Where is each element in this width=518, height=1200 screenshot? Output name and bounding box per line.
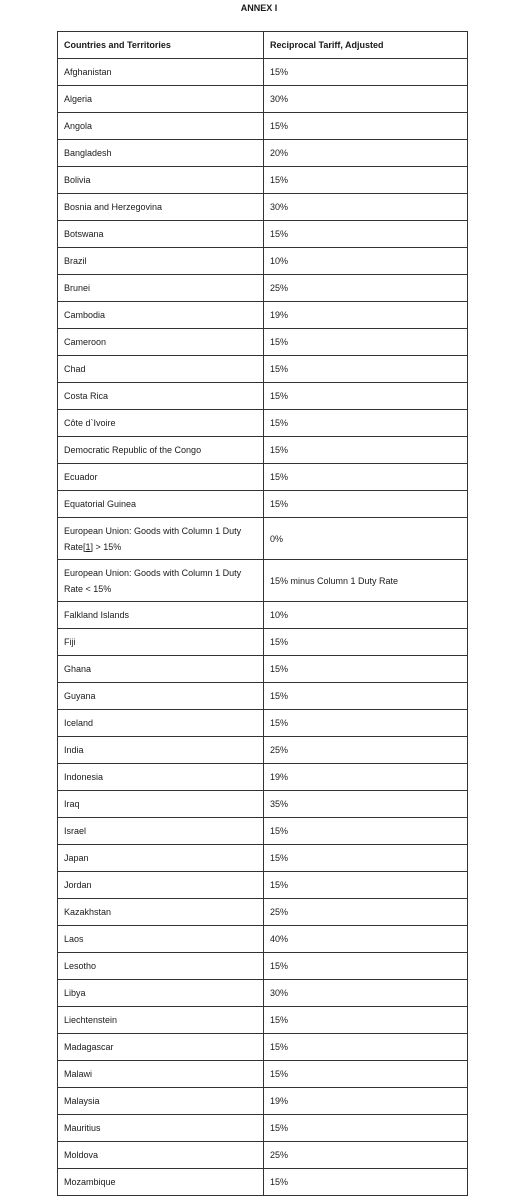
table-row <box>58 899 468 926</box>
tariff-cell: 15% <box>264 872 468 899</box>
table-row <box>58 737 468 764</box>
table-row <box>58 845 468 872</box>
country-cell: Japan <box>58 845 264 872</box>
tariff-cell: 15% <box>264 1061 468 1088</box>
country-cell: Kazakhstan <box>58 899 264 926</box>
table-row <box>58 683 468 710</box>
table-row <box>58 953 468 980</box>
annex-title: ANNEX I <box>240 3 278 13</box>
country-cell: Madagascar <box>58 1034 264 1061</box>
table-row <box>58 791 468 818</box>
country-cell: European Union: Goods with Column 1 Duty Rate < 15% <box>58 560 264 602</box>
table-row <box>58 383 468 410</box>
country-cell: Mauritius <box>58 1115 264 1142</box>
table-row <box>58 464 468 491</box>
table-row <box>58 302 468 329</box>
country-cell: Cambodia <box>58 302 264 329</box>
table-row <box>58 491 468 518</box>
table-row <box>58 1034 468 1061</box>
tariff-cell: 25% <box>264 1142 468 1169</box>
country-cell: Malaysia <box>58 1088 264 1115</box>
tariff-cell: 15% <box>264 329 468 356</box>
tariff-cell: 15% <box>264 1115 468 1142</box>
table-row <box>58 980 468 1007</box>
tariff-cell: 15% <box>264 818 468 845</box>
tariff-cell: 30% <box>264 194 468 221</box>
tariff-cell: 19% <box>264 302 468 329</box>
country-cell: Brunei <box>58 275 264 302</box>
table-row <box>58 1142 468 1169</box>
tariff-cell: 10% <box>264 248 468 275</box>
country-cell: Malawi <box>58 1061 264 1088</box>
tariff-cell: 15% <box>264 629 468 656</box>
tariff-cell: 15% <box>264 1007 468 1034</box>
country-cell: India <box>58 737 264 764</box>
tariff-cell: 15% <box>264 59 468 86</box>
tariff-cell: 30% <box>264 980 468 1007</box>
country-cell: Ecuador <box>58 464 264 491</box>
tariff-cell: 40% <box>264 926 468 953</box>
country-cell: Bangladesh <box>58 140 264 167</box>
tariff-cell: 25% <box>264 899 468 926</box>
country-cell: Ghana <box>58 656 264 683</box>
country-cell: Fiji <box>58 629 264 656</box>
tariff-cell: 15% <box>264 167 468 194</box>
table-row <box>58 818 468 845</box>
tariff-cell: 25% <box>264 275 468 302</box>
table-row <box>58 167 468 194</box>
table-row <box>58 1169 468 1196</box>
table-row <box>58 410 468 437</box>
table-row <box>58 872 468 899</box>
country-cell: Bosnia and Herzegovina <box>58 194 264 221</box>
table-row <box>58 1007 468 1034</box>
country-cell: Democratic Republic of the Congo <box>58 437 264 464</box>
table-row <box>58 602 468 629</box>
country-cell: Laos <box>58 926 264 953</box>
table-row <box>58 1061 468 1088</box>
table-row <box>58 926 468 953</box>
country-cell: Liechtenstein <box>58 1007 264 1034</box>
tariff-cell: 20% <box>264 140 468 167</box>
country-cell: European Union: Goods with Column 1 Duty Rate[1] > 15% <box>58 518 264 560</box>
country-cell: Bolivia <box>58 167 264 194</box>
table-row <box>58 764 468 791</box>
table-row <box>58 437 468 464</box>
table-row <box>58 221 468 248</box>
tariff-cell: 30% <box>264 86 468 113</box>
country-cell: Iraq <box>58 791 264 818</box>
tariff-table <box>57 31 468 1196</box>
table-row <box>58 1088 468 1115</box>
table-row <box>58 629 468 656</box>
tariff-cell: 15% <box>264 845 468 872</box>
country-cell: Jordan <box>58 872 264 899</box>
tariff-cell: 15% <box>264 953 468 980</box>
tariff-cell: 35% <box>264 791 468 818</box>
table-row <box>58 710 468 737</box>
tariff-cell: 15% <box>264 656 468 683</box>
country-cell: Angola <box>58 113 264 140</box>
table-row <box>58 275 468 302</box>
country-cell: Chad <box>58 356 264 383</box>
country-cell: Libya <box>58 980 264 1007</box>
tariff-cell: 25% <box>264 737 468 764</box>
tariff-cell: 19% <box>264 764 468 791</box>
table-row <box>58 140 468 167</box>
tariff-cell: 15% <box>264 356 468 383</box>
table-row <box>58 656 468 683</box>
table-row <box>58 356 468 383</box>
tariff-cell: 0% <box>264 518 468 560</box>
table-row <box>58 518 468 560</box>
tariff-cell: 15% <box>264 221 468 248</box>
country-cell: Costa Rica <box>58 383 264 410</box>
table-row <box>58 560 468 602</box>
tariff-cell: 15% <box>264 710 468 737</box>
country-cell: Mozambique <box>58 1169 264 1196</box>
country-cell: Falkland Islands <box>58 602 264 629</box>
footnote-link[interactable]: [1] <box>83 541 94 552</box>
country-cell: Algeria <box>58 86 264 113</box>
table-row <box>58 329 468 356</box>
tariff-cell: 15% <box>264 113 468 140</box>
table-row <box>58 248 468 275</box>
country-cell: Cameroon <box>58 329 264 356</box>
country-cell: Lesotho <box>58 953 264 980</box>
country-cell: Moldova <box>58 1142 264 1169</box>
country-cell: Côte d`Ivoire <box>58 410 264 437</box>
country-cell: Botswana <box>58 221 264 248</box>
tariff-cell: 15% <box>264 410 468 437</box>
header-tariff: Reciprocal Tariff, Adjusted <box>264 32 468 59</box>
country-cell: Guyana <box>58 683 264 710</box>
table-header-row <box>58 32 468 59</box>
country-cell: Indonesia <box>58 764 264 791</box>
country-cell: Equatorial Guinea <box>58 491 264 518</box>
tariff-cell: 15% minus Column 1 Duty Rate <box>264 560 468 602</box>
country-cell: Israel <box>58 818 264 845</box>
tariff-cell: 15% <box>264 1169 468 1196</box>
table-row <box>58 59 468 86</box>
country-cell: Iceland <box>58 710 264 737</box>
country-cell: Brazil <box>58 248 264 275</box>
table-body <box>58 59 468 1196</box>
tariff-cell: 15% <box>264 491 468 518</box>
tariff-cell: 15% <box>264 464 468 491</box>
tariff-cell: 15% <box>264 683 468 710</box>
header-countries: Countries and Territories <box>58 32 264 59</box>
table-row <box>58 113 468 140</box>
tariff-cell: 19% <box>264 1088 468 1115</box>
table-row <box>58 86 468 113</box>
tariff-cell: 15% <box>264 437 468 464</box>
tariff-cell: 10% <box>264 602 468 629</box>
tariff-cell: 15% <box>264 383 468 410</box>
table-row <box>58 194 468 221</box>
country-cell: Afghanistan <box>58 59 264 86</box>
table-row <box>58 1115 468 1142</box>
tariff-cell: 15% <box>264 1034 468 1061</box>
